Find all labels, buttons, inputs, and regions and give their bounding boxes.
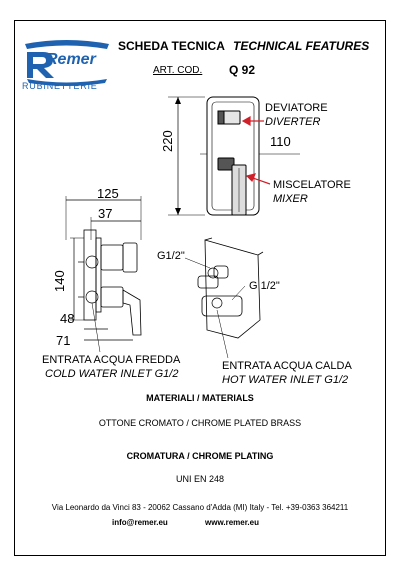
- mixer-label: MISCELATORE: [273, 179, 351, 191]
- plating-heading: CROMATURA / CHROME PLATING: [126, 451, 274, 461]
- dim-140: 140: [52, 270, 67, 292]
- thread-label-1: G1/2": [157, 250, 185, 262]
- dim-48: 48: [60, 311, 75, 326]
- title-english: TECHNICAL FEATURES: [233, 39, 370, 53]
- footer-website[interactable]: www.remer.eu: [205, 518, 259, 527]
- dim-71: 71: [56, 333, 71, 348]
- materials-heading: MATERIALI / MATERIALS: [146, 393, 254, 403]
- hot-inlet-label-en: HOT WATER INLET G1/2: [222, 374, 349, 386]
- article-code-label: ART. COD.: [153, 65, 203, 76]
- mixer-label-en: MIXER: [273, 193, 308, 205]
- cold-inlet-label: ENTRATA ACQUA FREDDA: [42, 354, 181, 366]
- dim-125: 125: [97, 186, 119, 201]
- plating-value: UNI EN 248: [175, 474, 225, 484]
- logo-wordmark: Remer: [46, 51, 96, 68]
- materials-value: OTTONE CROMATO / CHROME PLATED BRASS: [98, 418, 302, 428]
- dim-37: 37: [98, 206, 113, 221]
- diverter-label-en: DIVERTER: [265, 116, 321, 128]
- hot-inlet-label: ENTRATA ACQUA CALDA: [222, 360, 352, 372]
- diverter-label: DEVIATORE: [265, 102, 328, 114]
- logo-subtitle: RUBINETTERIE: [22, 81, 98, 91]
- thread-label-2: G 1/2": [249, 280, 280, 292]
- dim-width-110: 110: [270, 134, 291, 149]
- dim-height-220: 220: [160, 130, 175, 152]
- title-italian: SCHEDA TECNICA: [118, 39, 225, 53]
- article-code-value: Q 92: [229, 63, 256, 77]
- footer-address: Via Leonardo da Vinci 83 - 20062 Cassano d'Adda (MI) Italy - Tel. +39-0363 364211: [51, 503, 349, 512]
- cold-inlet-label-en: COLD WATER INLET G1/2: [45, 368, 179, 380]
- footer-email[interactable]: info@remer.eu: [112, 518, 168, 527]
